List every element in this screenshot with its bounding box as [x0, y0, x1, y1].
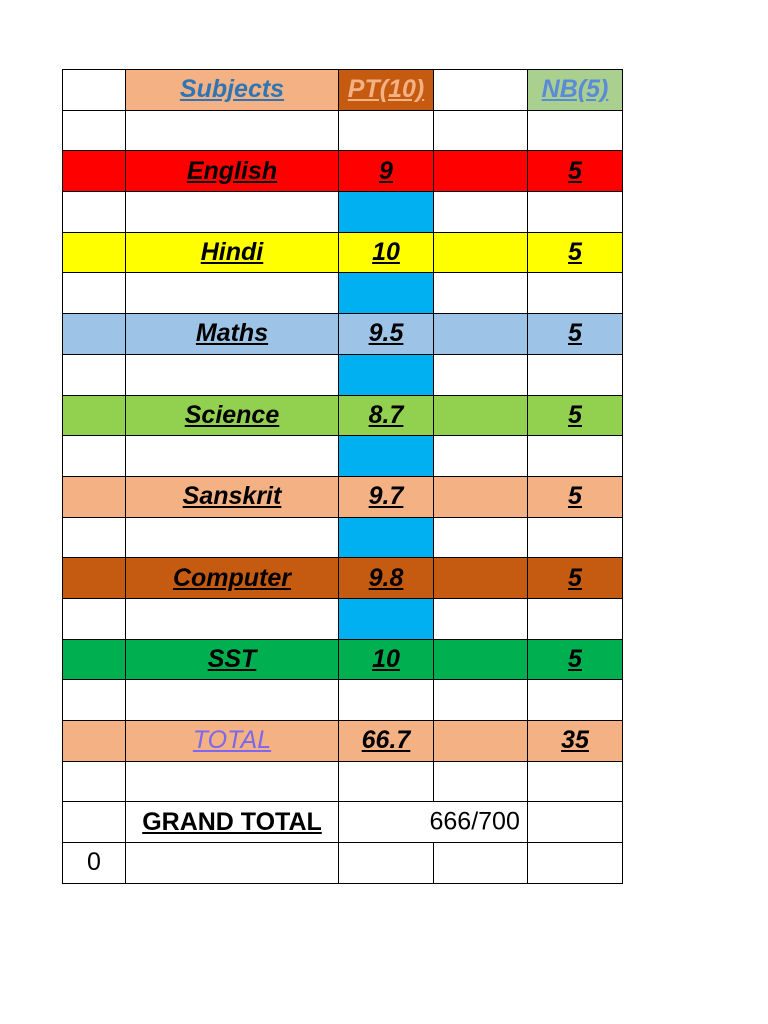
cell[interactable] [528, 273, 623, 314]
nb-value: 5 [568, 563, 582, 592]
cell[interactable] [434, 232, 528, 273]
pt-value: 8.7 [368, 400, 404, 429]
subject-cell[interactable] [126, 395, 339, 436]
total-pt-cell[interactable] [339, 721, 434, 762]
spacer-row [63, 110, 623, 151]
cell[interactable] [528, 110, 623, 151]
subjects-header-label: Subjects [179, 75, 285, 104]
subject-cell[interactable] [126, 151, 339, 192]
pt-header-label: PT(10) [347, 75, 425, 104]
pt-cell[interactable] [339, 639, 434, 680]
cell[interactable] [63, 273, 126, 314]
subject-row-science [63, 395, 623, 436]
subject-name: Science [184, 400, 280, 429]
cell[interactable] [528, 802, 623, 843]
spacer-row [63, 436, 623, 477]
cell[interactable] [434, 721, 528, 762]
nb-value: 5 [568, 644, 582, 673]
pt-value: 9.5 [368, 319, 404, 348]
cell[interactable] [528, 517, 623, 558]
nb-value: 5 [568, 400, 582, 429]
pt-cell[interactable] [339, 395, 434, 436]
cell[interactable] [63, 354, 126, 395]
nb-header[interactable] [528, 70, 623, 111]
cell[interactable] [434, 436, 528, 477]
nb-cell[interactable] [528, 476, 623, 517]
cell[interactable] [63, 232, 126, 273]
cell[interactable] [126, 354, 339, 395]
subject-name: Maths [195, 319, 269, 348]
spacer-row [63, 354, 623, 395]
cell[interactable] [63, 761, 126, 802]
pt-value: 9 [379, 156, 393, 185]
total-label-cell[interactable] [126, 721, 339, 762]
cell[interactable] [339, 802, 434, 843]
pt-value: 9.8 [368, 563, 404, 592]
cell[interactable] [434, 192, 528, 233]
cell[interactable] [434, 395, 528, 436]
nb-value: 5 [568, 482, 582, 511]
total-pt-value: 66.7 [361, 726, 411, 755]
total-nb-cell[interactable] [528, 721, 623, 762]
subject-row-hindi [63, 232, 623, 273]
cell[interactable] [339, 192, 434, 233]
spacer-row [63, 680, 623, 721]
subject-row-maths [63, 314, 623, 355]
cell[interactable] [63, 436, 126, 477]
spacer-row [63, 192, 623, 233]
pt-value: 10 [372, 644, 400, 673]
cell[interactable] [126, 110, 339, 151]
subject-name: Sanskrit [182, 482, 282, 511]
cell[interactable] [63, 639, 126, 680]
cell[interactable] [63, 558, 126, 599]
cell[interactable] [339, 273, 434, 314]
cell[interactable] [528, 436, 623, 477]
cell[interactable] [126, 598, 339, 639]
cell[interactable] [528, 354, 623, 395]
marks-table [62, 69, 623, 884]
pt-header[interactable] [339, 70, 434, 111]
nb-cell[interactable] [528, 395, 623, 436]
nb-value: 5 [568, 319, 582, 348]
cell[interactable] [126, 273, 339, 314]
subject-row-sanskrit [63, 476, 623, 517]
pt-value: 10 [372, 238, 400, 267]
nb-value: 5 [568, 238, 582, 267]
spacer-row [63, 273, 623, 314]
subjects-header[interactable] [126, 70, 339, 111]
cell[interactable] [63, 802, 126, 843]
cell[interactable] [63, 517, 126, 558]
subject-row-computer [63, 558, 623, 599]
zero-cell[interactable] [63, 843, 126, 884]
header-row [63, 70, 623, 111]
cell[interactable] [63, 151, 126, 192]
cell[interactable] [434, 843, 528, 884]
subject-row-sst [63, 639, 623, 680]
subject-name: English [186, 156, 278, 185]
total-row [63, 721, 623, 762]
cell[interactable] [434, 558, 528, 599]
cell[interactable] [434, 476, 528, 517]
cell[interactable] [63, 476, 126, 517]
nb-cell[interactable] [528, 314, 623, 355]
cell[interactable] [126, 680, 339, 721]
pt-cell[interactable] [339, 151, 434, 192]
subject-cell[interactable] [126, 314, 339, 355]
grand-total-label: GRAND TOTAL [142, 807, 322, 836]
grand-total-row [63, 802, 623, 843]
pt-cell[interactable] [339, 232, 434, 273]
cell[interactable] [126, 843, 339, 884]
cell[interactable] [339, 843, 434, 884]
nb-cell[interactable] [528, 151, 623, 192]
cell[interactable] [339, 110, 434, 151]
cell[interactable] [528, 192, 623, 233]
cell[interactable] [528, 761, 623, 802]
subject-row-english [63, 151, 623, 192]
cell[interactable] [126, 192, 339, 233]
cell[interactable] [63, 314, 126, 355]
subject-name: Computer [172, 563, 292, 592]
pt-cell[interactable] [339, 558, 434, 599]
last-row [63, 843, 623, 884]
subject-name: Hindi [200, 238, 264, 267]
cell[interactable] [434, 110, 528, 151]
cell[interactable] [434, 273, 528, 314]
zero-value: 0 [87, 848, 101, 877]
cell[interactable] [126, 761, 339, 802]
cell[interactable] [63, 721, 126, 762]
cell[interactable] [434, 680, 528, 721]
spacer-row [63, 517, 623, 558]
cell[interactable] [434, 598, 528, 639]
cell[interactable] [126, 436, 339, 477]
grand-total-value: 666/700 [429, 807, 520, 836]
cell[interactable] [63, 680, 126, 721]
nb-value: 5 [568, 156, 582, 185]
cell[interactable] [63, 395, 126, 436]
cell[interactable] [63, 110, 126, 151]
pt-cell[interactable] [339, 314, 434, 355]
subject-name: SST [207, 644, 257, 673]
cell[interactable] [339, 598, 434, 639]
nb-cell[interactable] [528, 639, 623, 680]
total-label: TOTAL [192, 726, 272, 755]
subject-cell[interactable] [126, 558, 339, 599]
cell[interactable] [339, 354, 434, 395]
nb-header-label: NB(5) [541, 75, 609, 104]
nb-cell[interactable] [528, 232, 623, 273]
cell[interactable] [339, 761, 434, 802]
total-nb-value: 35 [561, 726, 589, 755]
cell[interactable] [528, 680, 623, 721]
pt-cell[interactable] [339, 476, 434, 517]
cell[interactable] [434, 314, 528, 355]
subject-cell[interactable] [126, 476, 339, 517]
grand-total-label-cell[interactable] [126, 802, 339, 843]
cell[interactable] [434, 354, 528, 395]
subject-cell[interactable] [126, 232, 339, 273]
grand-total-value-cell[interactable] [429, 802, 528, 843]
spacer-row [63, 598, 623, 639]
cell[interactable] [63, 192, 126, 233]
pt-value: 9.7 [368, 482, 404, 511]
cell[interactable] [434, 70, 528, 111]
cell[interactable] [434, 151, 528, 192]
cell[interactable] [434, 517, 528, 558]
subject-cell[interactable] [126, 639, 339, 680]
cell[interactable] [63, 598, 126, 639]
cell[interactable] [528, 598, 623, 639]
nb-cell[interactable] [528, 558, 623, 599]
cell[interactable] [339, 517, 434, 558]
cell[interactable] [339, 680, 434, 721]
cell[interactable] [339, 436, 434, 477]
cell[interactable] [126, 517, 339, 558]
spacer-row [63, 761, 623, 802]
cell[interactable] [63, 70, 126, 111]
cell[interactable] [434, 639, 528, 680]
cell[interactable] [528, 843, 623, 884]
cell[interactable] [434, 761, 528, 802]
